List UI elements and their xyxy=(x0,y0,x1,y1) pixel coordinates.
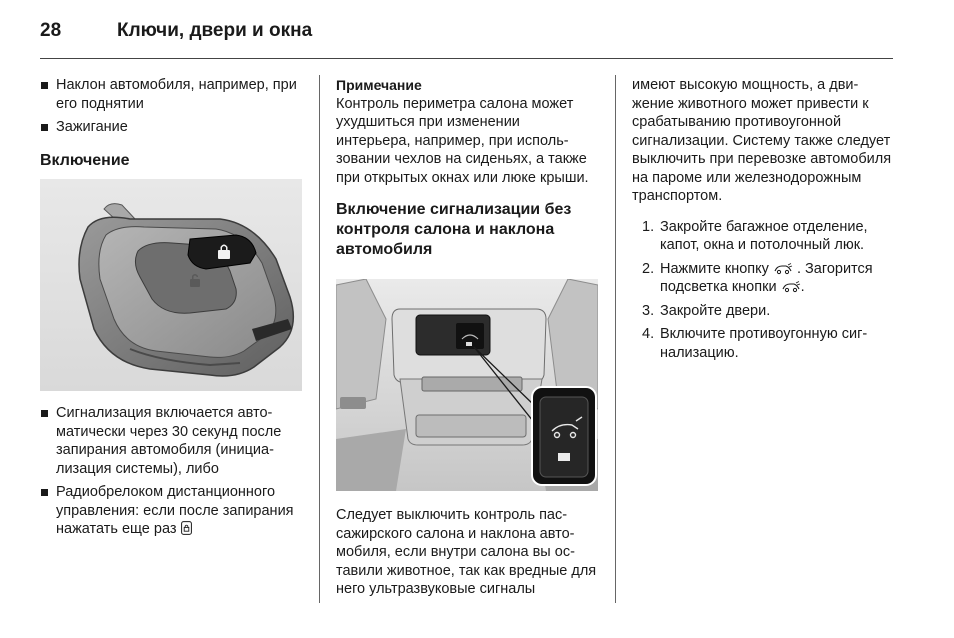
step-text: Закройте багажное отделение, капот, окна и потолочный люк. xyxy=(660,218,868,253)
overhead-console-figure xyxy=(336,279,598,491)
note-label: Примечание xyxy=(336,77,422,93)
paragraph: имеют высокую мощность, а движение животного может привести к срабатыванию противоугонной сигнализации. Систему также следует выключить при перевозке автомобиля на пароме или железнодорожным транспортом. xyxy=(632,77,892,204)
column-3 xyxy=(632,76,894,367)
overhead-console-illustration xyxy=(336,279,598,491)
page-title: Ключи, двери и окна xyxy=(117,20,313,41)
list-item xyxy=(642,302,894,321)
list-item xyxy=(642,260,894,297)
section-heading: Включение сигнализации без контроля салона и наклона автомобиля xyxy=(336,201,572,258)
step-text: Включите противоугонную сигнализацию. xyxy=(660,326,868,361)
paragraph: Следует выключить контроль пассажирского салона и наклона автомобиля, если внутри салона вы оставили животное, так как вредные для него ультразвуковые сигналы xyxy=(336,507,597,597)
column-divider xyxy=(319,75,320,603)
car-alarm-icon xyxy=(781,281,801,293)
list-item: Сигнализация включается автоматически через 30 секунд после запирания автомобиля (инициализация системы), либо xyxy=(40,404,302,478)
list-item: Наклон автомобиля, например, при его поднятии xyxy=(40,76,302,113)
list-item xyxy=(642,325,894,362)
list-item: Зажигание xyxy=(40,118,302,137)
car-alarm-icon xyxy=(773,263,793,275)
steps-list xyxy=(632,218,894,363)
step-text: . Загорится подсветка кнопки xyxy=(660,260,873,295)
key-fob-illustration xyxy=(40,179,302,391)
step-number: 2. xyxy=(642,260,655,277)
list-item-text: Радиобрелоком дистанционного управления: если после запирания нажатать еще раз xyxy=(56,484,294,537)
column-2 xyxy=(336,76,598,260)
step-number: 4. xyxy=(642,326,655,342)
lock-button-icon xyxy=(181,521,192,535)
key-fob-figure xyxy=(40,179,302,391)
column-2-lower xyxy=(336,506,598,599)
column-1-lower xyxy=(40,404,302,544)
step-text: . xyxy=(800,279,805,295)
list-item xyxy=(642,218,894,255)
step-number: 1. xyxy=(642,218,655,235)
section-heading: Включение xyxy=(40,151,130,169)
bullet-list-bottom xyxy=(40,404,302,539)
step-text: Закройте двери. xyxy=(660,302,771,319)
note-text: Контроль периметра салона может ухудшиться при изменении интерьера, например, при использовании чехлов на сиденьях, а также при открытых окнах или люке крыши. xyxy=(336,95,589,186)
step-number: 3. xyxy=(642,302,655,319)
bullet-list-top xyxy=(40,76,302,137)
column-1 xyxy=(40,76,302,171)
header-rule xyxy=(40,58,893,59)
page-number: 28 xyxy=(40,20,62,41)
step-text: Нажмите кнопку xyxy=(660,260,769,277)
column-divider xyxy=(615,75,616,603)
list-item xyxy=(40,483,302,539)
